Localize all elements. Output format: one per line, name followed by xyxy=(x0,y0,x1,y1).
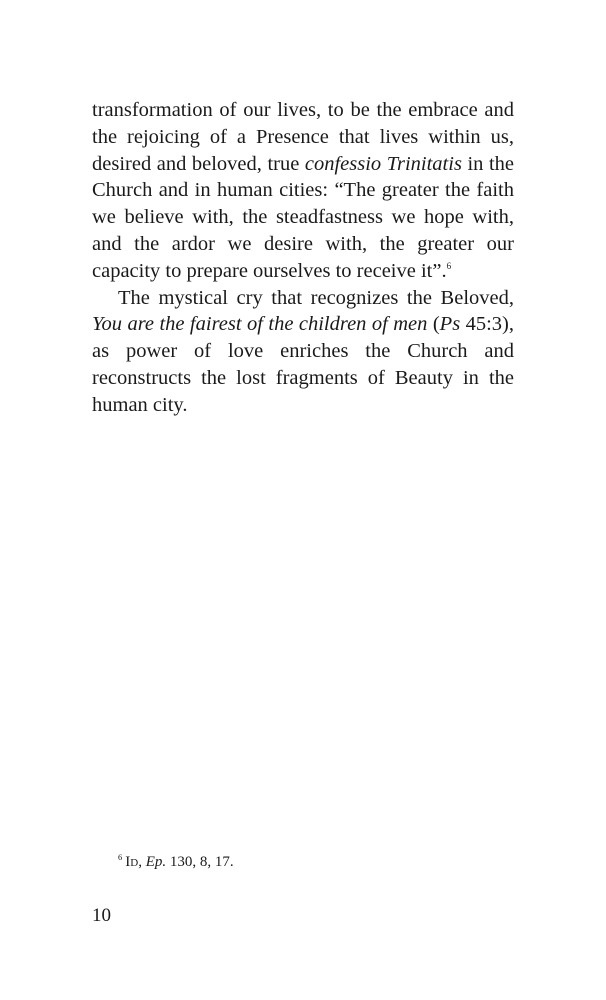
footnote-work: Ep. xyxy=(145,854,167,870)
footnote xyxy=(118,852,234,872)
footnote-separator: , xyxy=(138,854,146,870)
paragraph-2-text-2: ( xyxy=(427,313,440,336)
paragraph-1-italic-term: confessio Trinitatis xyxy=(304,152,462,175)
paragraph-2-italic-quote: You are the fairest of the children of men xyxy=(92,313,428,336)
footnote-author: Id xyxy=(125,854,139,870)
paragraph-2-text-1: The mystical cry that recognizes the Beloved, xyxy=(118,286,514,309)
paragraph-1-text-1: transformation of our lives, to be the embrace and the rejoicing of a Presence that lives within us, desired and beloved, true xyxy=(92,99,514,175)
paragraph-2-text-3: 45:3), as power of love enriches the Church and reconstructs the lost fragments of Beauty in the human city. xyxy=(92,313,515,416)
footnote-number: 6 xyxy=(118,852,123,862)
footnote-reference: 6 xyxy=(446,260,452,271)
paragraph-1-text-2: in the Church and in human cities: “The greater the faith we believe with, the steadfastness we hope with, and the ardor we desire with, the greater our capacity to prepare ourselves to receive it”. xyxy=(92,152,515,282)
paragraph-2-italic-ps: Ps xyxy=(439,313,461,336)
body-text xyxy=(92,97,514,419)
paragraph-2 xyxy=(92,285,514,419)
footnote-reference-text: 130, 8, 17. xyxy=(166,854,234,870)
paragraph-1 xyxy=(92,97,514,285)
page-number: 10 xyxy=(92,905,111,926)
